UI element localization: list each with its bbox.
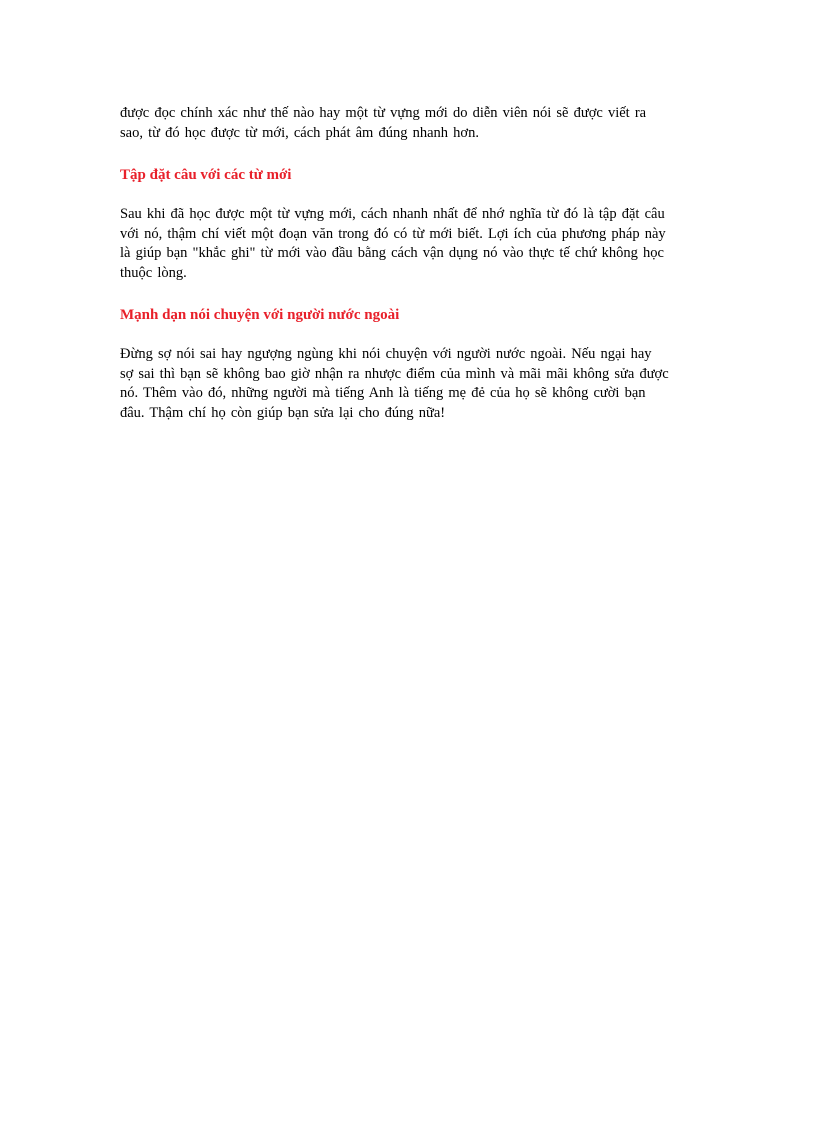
spacer xyxy=(120,143,700,165)
paragraph-line: Đừng sợ nói sai hay ngượng ngùng khi nói chuyện với người nước ngoài. Nếu ngại hay xyxy=(120,346,652,362)
intro-paragraph xyxy=(120,104,700,143)
paragraph-line: sợ sai thì bạn sẽ không bao giờ nhận ra nhược điểm của mình và mãi mãi không sửa được xyxy=(120,365,669,382)
section-heading-sentence-practice: Tập đặt câu với các từ mới xyxy=(120,167,292,183)
spacer xyxy=(120,325,700,345)
paragraph-line: được đọc chính xác như thế nào hay một từ vựng mới do diễn viên nói sẽ được viết ra xyxy=(120,105,647,121)
document-body xyxy=(120,104,700,423)
section-heading-speak-foreigners: Mạnh dạn nói chuyện với người nước ngoài xyxy=(120,307,400,323)
section-paragraph-sentence-practice xyxy=(120,205,700,283)
spacer xyxy=(120,185,700,205)
paragraph-line: sao, từ đó học được từ mới, cách phát âm đúng nhanh hơn. xyxy=(120,124,479,141)
paragraph-line: Sau khi đã học được một từ vựng mới, cách nhanh nhất để nhớ nghĩa từ đó là tập đặt câu xyxy=(120,206,665,222)
paragraph-line: đâu. Thậm chí họ còn giúp bạn sửa lại cho đúng nữa! xyxy=(120,404,446,421)
paragraph-line: nó. Thêm vào đó, những người mà tiếng Anh là tiếng mẹ đẻ của họ sẽ không cười bạn xyxy=(120,385,646,401)
paragraph-line: với nó, thậm chí viết một đoạn văn trong đó có từ mới biết. Lợi ích của phương pháp này xyxy=(120,225,666,242)
spacer xyxy=(120,283,700,305)
paragraph-line: thuộc lòng. xyxy=(120,264,187,281)
paragraph-line: là giúp bạn "khắc ghi" từ mới vào đầu bằng cách vận dụng nó vào thực tế chứ không học xyxy=(120,245,664,261)
section-paragraph-speak-foreigners xyxy=(120,345,700,423)
